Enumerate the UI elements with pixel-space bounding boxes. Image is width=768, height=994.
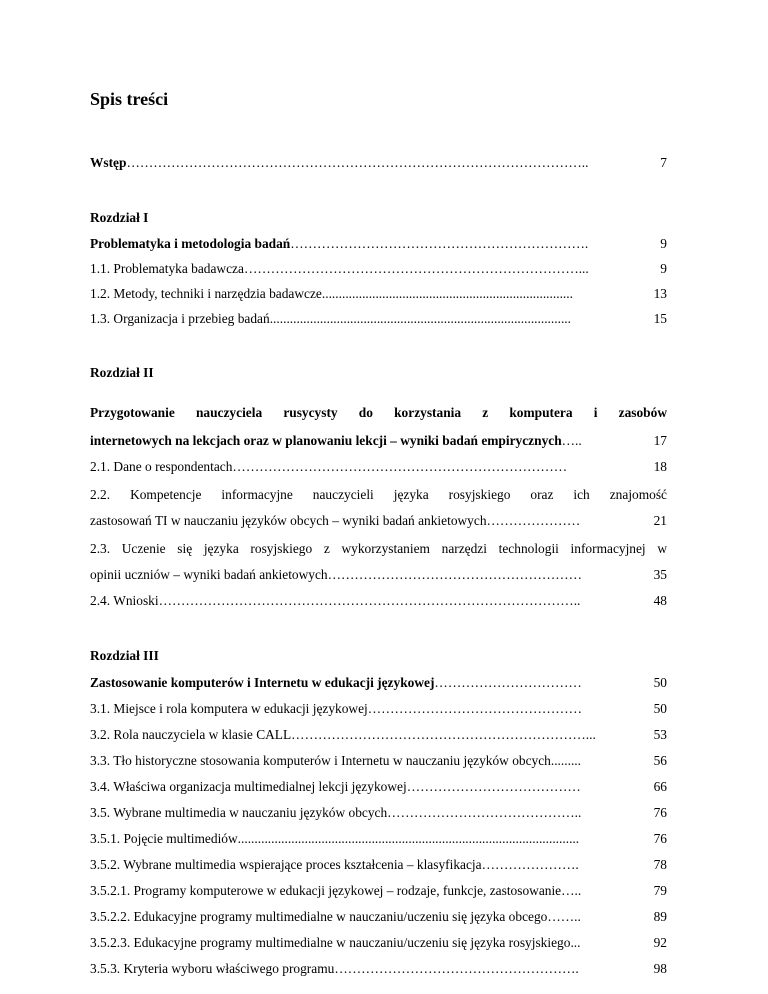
toc-entry-label: 3.5.2. Wybrane multimedia wspierające proces kształcenia – klasyfikacja xyxy=(90,857,482,872)
toc-entry[interactable] xyxy=(90,857,667,873)
toc-entry-label: 1.3. Organizacja i przebieg badań xyxy=(90,311,270,326)
page-title: Spis treści xyxy=(90,89,169,109)
toc-page-number: 18 xyxy=(653,459,667,474)
toc-entry[interactable] xyxy=(90,805,667,821)
toc-entry[interactable] xyxy=(90,261,667,277)
toc-leader-dots: …………………………… xyxy=(434,675,582,690)
toc-page-number: 13 xyxy=(653,286,667,301)
toc-page-number: 98 xyxy=(653,961,667,976)
toc-entry-label: 3.3. Tło historyczne stosowania komputerów i Internetu w nauczaniu języków obcych xyxy=(90,753,551,768)
toc-leader-dots: ….. xyxy=(561,883,582,898)
toc-leader-dots: …………………. xyxy=(481,857,579,872)
toc-entry[interactable] xyxy=(90,779,667,795)
toc-entry[interactable] xyxy=(90,311,667,327)
toc-leader-dots: ........................................................................... xyxy=(321,286,573,301)
toc-page-number: 9 xyxy=(660,261,667,276)
toc-entry-intro[interactable] xyxy=(90,155,667,171)
toc-entry[interactable] xyxy=(90,701,667,717)
toc-leader-dots: ….. xyxy=(561,433,582,448)
toc-entry-chapter-3[interactable] xyxy=(90,675,667,691)
toc-entry-label: opinii uczniów – wyniki badań ankietowych xyxy=(90,567,328,582)
toc-leader-dots: ………………………………… xyxy=(406,779,581,794)
toc-entry[interactable] xyxy=(90,727,667,743)
toc-entry-label: Zastosowanie komputerów i Internetu w edukacji językowej xyxy=(90,675,435,690)
toc-entry[interactable] xyxy=(90,753,667,769)
toc-entry-label: 3.5.2.3. Edukacyjne programy multimedialne w nauczaniu/uczeniu się języka rosyjskiego xyxy=(90,935,571,950)
toc-leader-dots: ………………… xyxy=(486,513,581,528)
toc-leader-dots: ......... xyxy=(550,753,581,768)
toc-entry[interactable] xyxy=(90,935,667,951)
toc-entry[interactable] xyxy=(90,459,667,475)
toc-entry[interactable] xyxy=(90,513,667,529)
toc-entry-label: 3.5.1. Pojęcie multimediów xyxy=(90,831,238,846)
toc-entry-label: 3.2. Rola nauczyciela w klasie CALL xyxy=(90,727,292,742)
toc-page-number: 53 xyxy=(653,727,667,742)
toc-entry-line1[interactable]: 2.2. Kompetencje informacyjne nauczycieli języka rosyjskiego oraz ich znajomość xyxy=(90,487,667,502)
toc-entry-label: 3.5.3. Kryteria wyboru właściwego programu xyxy=(90,961,335,976)
toc-leader-dots: …………………………………………………………. xyxy=(290,236,589,251)
toc-page-number: 89 xyxy=(653,909,667,924)
toc-page-number: 9 xyxy=(660,236,667,251)
toc-entry-label: zastosowań TI w nauczaniu języków obcych – wyniki badań ankietowych xyxy=(90,513,487,528)
toc-entry-label: Problematyka i metodologia badań xyxy=(90,236,291,251)
toc-entry-label: Wstęp xyxy=(90,155,127,170)
toc-leader-dots: ... xyxy=(570,935,581,950)
toc-page-number: 7 xyxy=(660,155,667,170)
toc-leader-dots: ………………………………………………. xyxy=(334,961,579,976)
toc-entry-chapter-2[interactable] xyxy=(90,433,667,449)
toc-page-number: 56 xyxy=(653,753,667,768)
toc-entry-label: 1.1. Problematyka badawcza xyxy=(90,261,244,276)
toc-leader-dots: …………………………………………………………………... xyxy=(243,261,589,276)
toc-leader-dots: .......................................................................................... xyxy=(269,311,571,326)
toc-page-number: 78 xyxy=(653,857,667,872)
toc-leader-dots: …….. xyxy=(547,909,581,924)
toc-entry-label: 2.1. Dane o respondentach xyxy=(90,459,233,474)
toc-page-number: 76 xyxy=(653,831,667,846)
toc-page-number: 21 xyxy=(653,513,667,528)
toc-leader-dots: ………………………………………………………………… xyxy=(232,459,568,474)
toc-page-number: 66 xyxy=(653,779,667,794)
toc-page-number: 50 xyxy=(653,701,667,716)
toc-entry-label: 3.5.2.2. Edukacyjne programy multimedialne w nauczaniu/uczeniu się języka obcego xyxy=(90,909,548,924)
toc-entry[interactable] xyxy=(90,831,667,847)
chapter-3-heading: Rozdział III xyxy=(90,648,159,663)
toc-leader-dots: ………………………………………… xyxy=(367,701,583,716)
toc-page-number: 48 xyxy=(653,593,667,608)
toc-leader-dots: ………………………………………………………………………………………….. xyxy=(126,155,589,170)
toc-entry-label: 2.4. Wnioski xyxy=(90,593,159,608)
toc-entry-label: 3.5.2.1. Programy komputerowe w edukacji językowej – rodzaje, funkcje, zastosowanie xyxy=(90,883,562,898)
toc-page-number: 76 xyxy=(653,805,667,820)
chapter-2-heading: Rozdział II xyxy=(90,365,154,380)
toc-entry-label: 1.2. Metody, techniki i narzędzia badawcze xyxy=(90,286,322,301)
toc-entry[interactable] xyxy=(90,593,667,609)
toc-entry[interactable] xyxy=(90,567,667,583)
toc-entry-chapter-1[interactable] xyxy=(90,236,667,252)
toc-entry-label: 3.4. Właściwa organizacja multimedialnej lekcji językowej xyxy=(90,779,407,794)
toc-page-number: 17 xyxy=(653,433,667,448)
toc-leader-dots: ………………………………………………… xyxy=(327,567,583,582)
toc-page-number: 92 xyxy=(653,935,667,950)
toc-page-number: 79 xyxy=(653,883,667,898)
chapter-1-heading: Rozdział I xyxy=(90,210,149,225)
toc-page-number: 50 xyxy=(653,675,667,690)
toc-entry-label: 3.1. Miejsce i rola komputera w edukacji językowej xyxy=(90,701,368,716)
toc-entry[interactable] xyxy=(90,286,667,302)
toc-leader-dots: …………………………………….. xyxy=(387,805,582,820)
toc-entry-label: 3.5. Wybrane multimedia w nauczaniu języków obcych xyxy=(90,805,388,820)
toc-leader-dots: ………………………………………………………………………………….. xyxy=(158,593,581,608)
toc-page-number: 35 xyxy=(653,567,667,582)
toc-entry-line1[interactable]: 2.3. Uczenie się języka rosyjskiego z wykorzystaniem narzędzi technologii informacyjnej w xyxy=(90,541,667,556)
toc-entry[interactable] xyxy=(90,961,667,977)
toc-leader-dots: ...................................................................................................... xyxy=(237,831,580,846)
toc-page-number: 15 xyxy=(653,311,667,326)
toc-leader-dots: …………………………………………………………... xyxy=(291,727,596,742)
toc-entry[interactable] xyxy=(90,883,667,899)
toc-entry-chapter-2-line1[interactable]: Przygotowanie nauczyciela rusycysty do korzystania z komputera i zasobów xyxy=(90,405,667,420)
toc-entry[interactable] xyxy=(90,909,667,925)
toc-entry-label: internetowych na lekcjach oraz w planowaniu lekcji – wyniki badań empirycznych xyxy=(90,433,562,448)
